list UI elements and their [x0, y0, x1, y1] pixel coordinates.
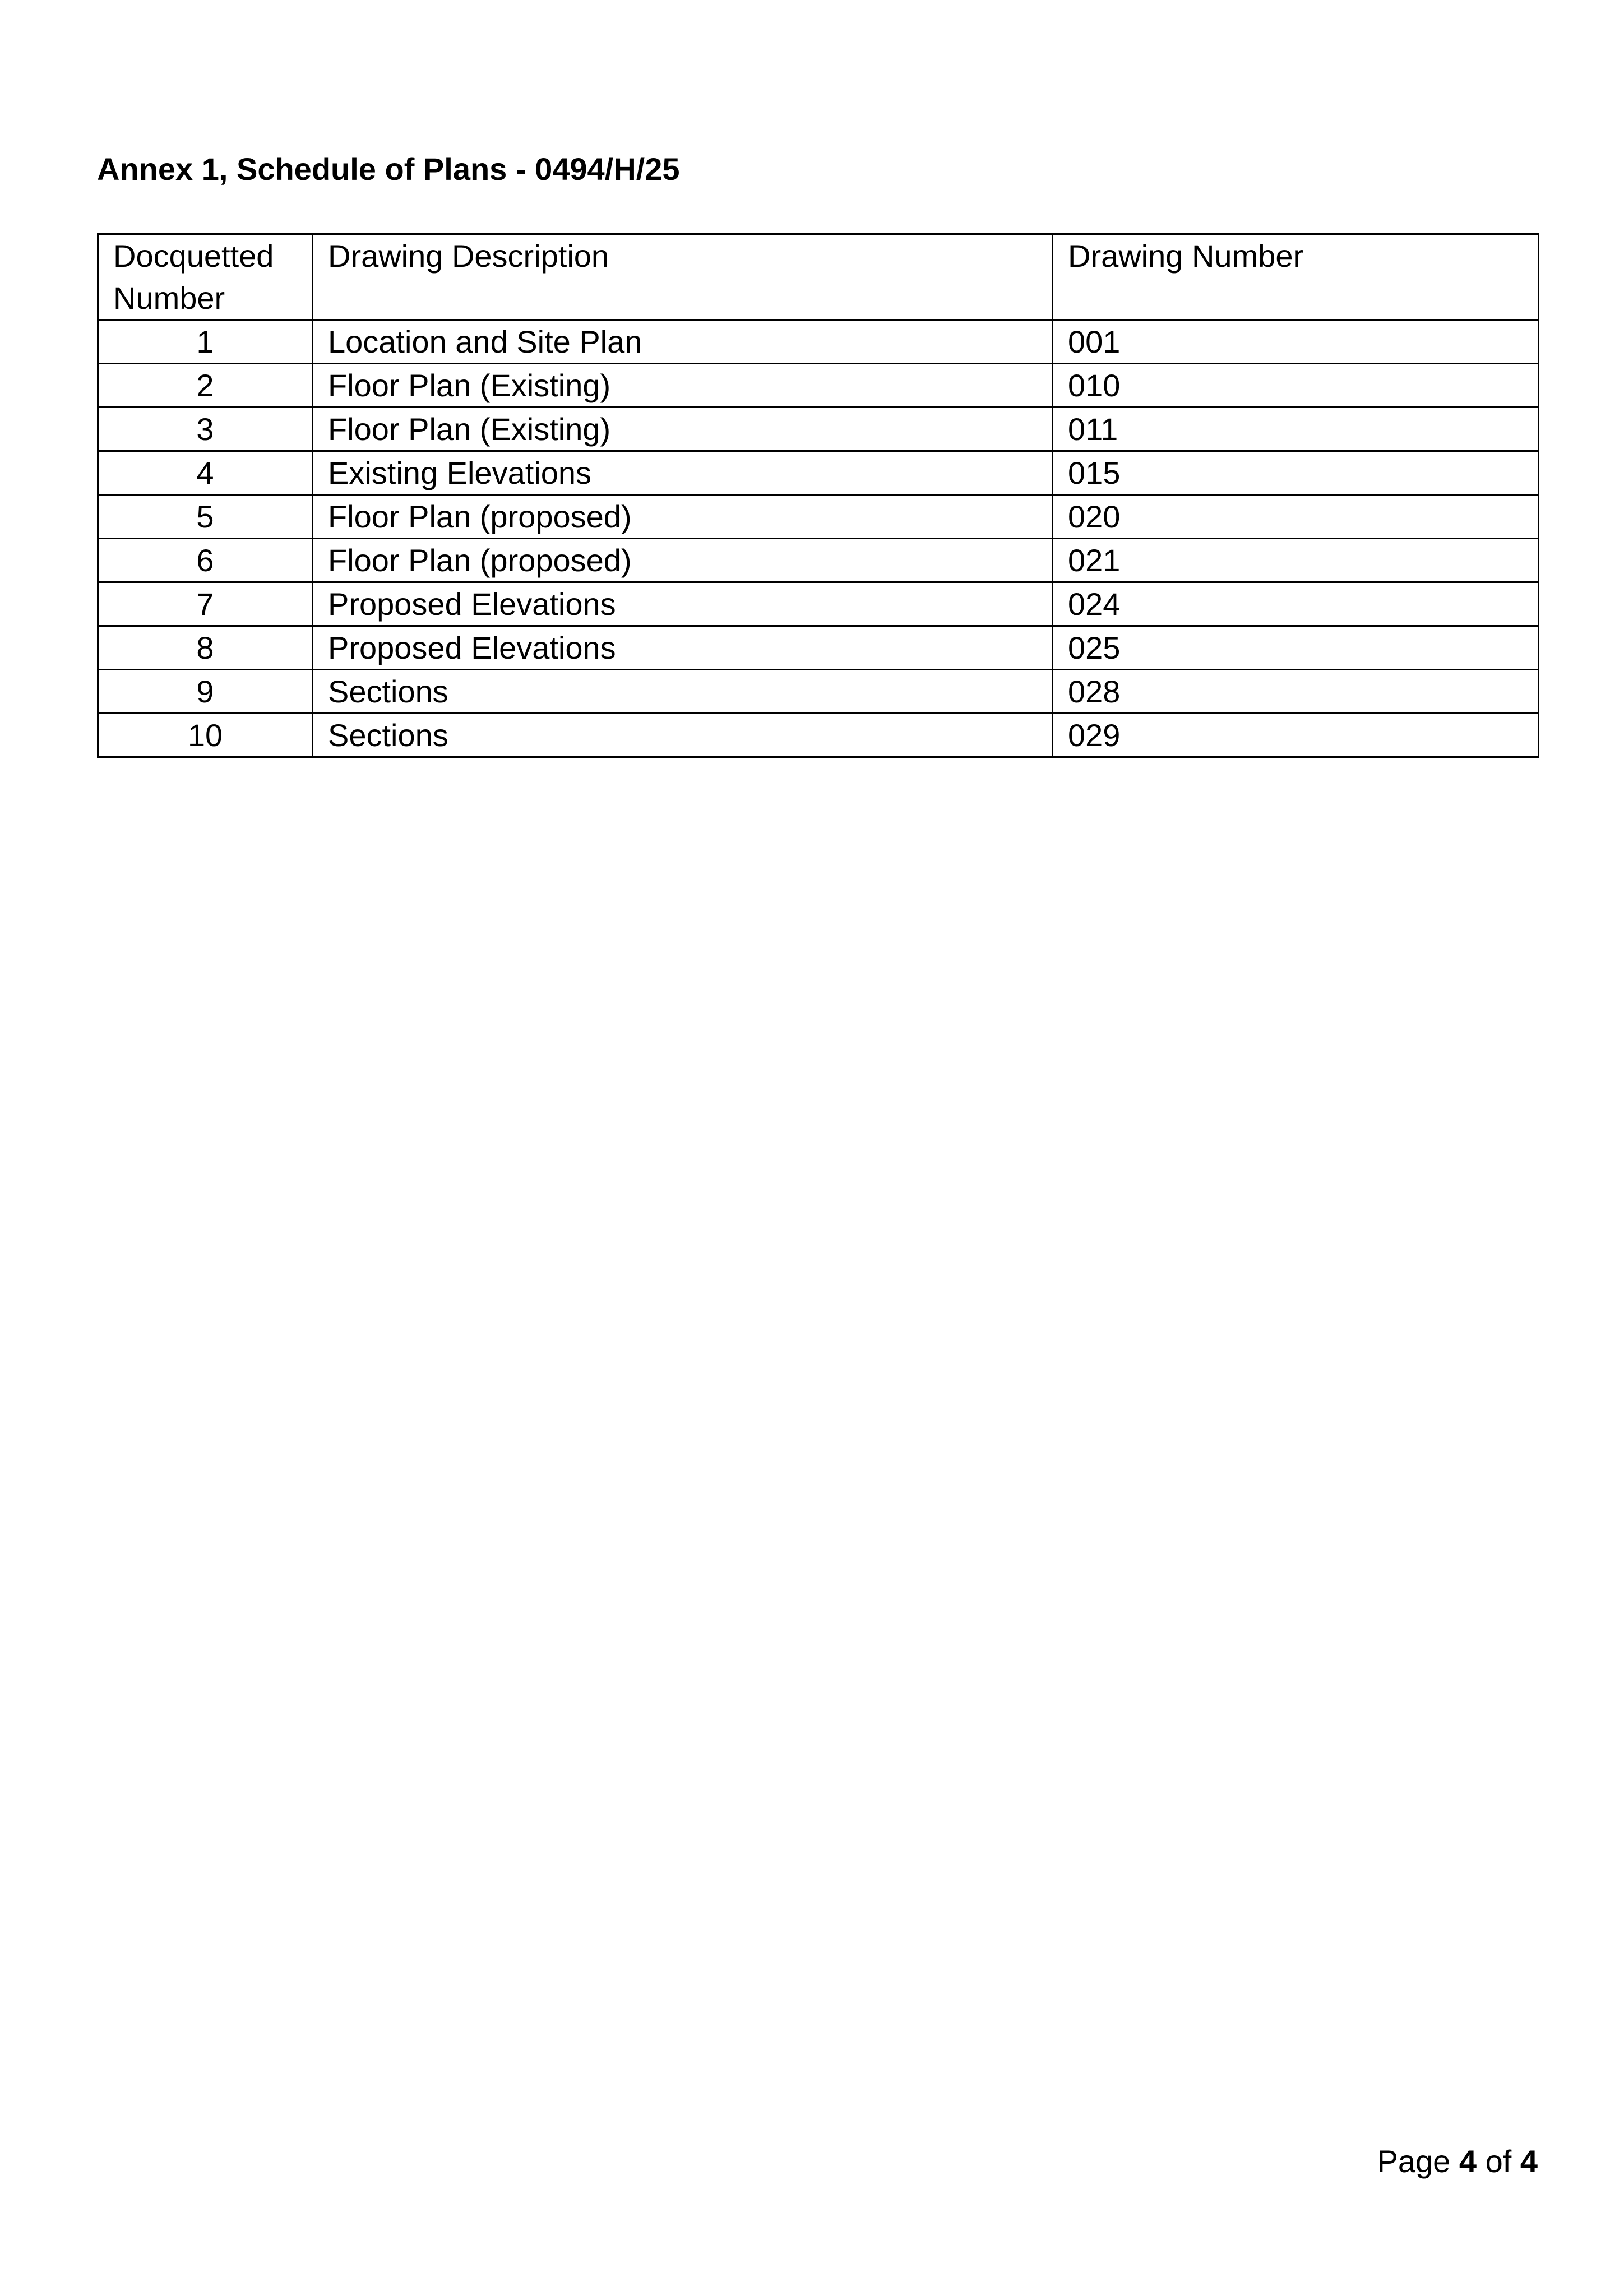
table-header-row	[98, 234, 1539, 320]
schedule-of-plans-table	[97, 233, 1539, 758]
table-body	[98, 234, 1539, 757]
cell-drawing-description: Proposed Elevations	[313, 582, 1053, 626]
table-row	[98, 626, 1539, 670]
cell-drawing-number: 011	[1053, 408, 1539, 451]
cell-docquetted-number: 10	[98, 714, 313, 757]
cell-drawing-description: Location and Site Plan	[313, 320, 1053, 364]
cell-docquetted-number: 8	[98, 626, 313, 670]
cell-docquetted-number: 5	[98, 495, 313, 539]
table-row	[98, 408, 1539, 451]
cell-drawing-number: 024	[1053, 582, 1539, 626]
cell-drawing-number: 020	[1053, 495, 1539, 539]
cell-docquetted-number: 4	[98, 451, 313, 495]
header-docquetted-number-line1: Docquetted	[113, 238, 274, 274]
cell-drawing-description: Floor Plan (proposed)	[313, 539, 1053, 582]
cell-drawing-number: 010	[1053, 364, 1539, 408]
cell-drawing-number: 015	[1053, 451, 1539, 495]
cell-drawing-description: Existing Elevations	[313, 451, 1053, 495]
cell-drawing-description: Proposed Elevations	[313, 626, 1053, 670]
table-row	[98, 582, 1539, 626]
page-of: of	[1485, 2144, 1512, 2179]
header-drawing-number: Drawing Number	[1053, 234, 1539, 320]
current-page: 4	[1459, 2144, 1477, 2179]
cell-drawing-number: 029	[1053, 714, 1539, 757]
header-docquetted-number-line2: Number	[113, 280, 225, 316]
total-pages: 4	[1520, 2144, 1538, 2179]
header-docquetted-number	[98, 234, 313, 320]
cell-drawing-description: Sections	[313, 670, 1053, 714]
table-row	[98, 670, 1539, 714]
page-number	[1377, 2146, 1538, 2177]
cell-drawing-description: Floor Plan (proposed)	[313, 495, 1053, 539]
header-drawing-description: Drawing Description	[313, 234, 1053, 320]
table-row	[98, 451, 1539, 495]
table-row	[98, 539, 1539, 582]
cell-drawing-description: Floor Plan (Existing)	[313, 408, 1053, 451]
cell-docquetted-number: 7	[98, 582, 313, 626]
table-row	[98, 714, 1539, 757]
page-title: Annex 1, Schedule of Plans - 0494/H/25	[97, 151, 680, 187]
cell-docquetted-number: 1	[98, 320, 313, 364]
cell-docquetted-number: 3	[98, 408, 313, 451]
cell-drawing-number: 028	[1053, 670, 1539, 714]
table-row	[98, 495, 1539, 539]
table-row	[98, 364, 1539, 408]
table-row	[98, 320, 1539, 364]
cell-docquetted-number: 6	[98, 539, 313, 582]
cell-drawing-description: Sections	[313, 714, 1053, 757]
cell-docquetted-number: 9	[98, 670, 313, 714]
cell-docquetted-number: 2	[98, 364, 313, 408]
page-prefix: Page	[1377, 2144, 1451, 2179]
cell-drawing-number: 001	[1053, 320, 1539, 364]
cell-drawing-description: Floor Plan (Existing)	[313, 364, 1053, 408]
cell-drawing-number: 021	[1053, 539, 1539, 582]
cell-drawing-number: 025	[1053, 626, 1539, 670]
